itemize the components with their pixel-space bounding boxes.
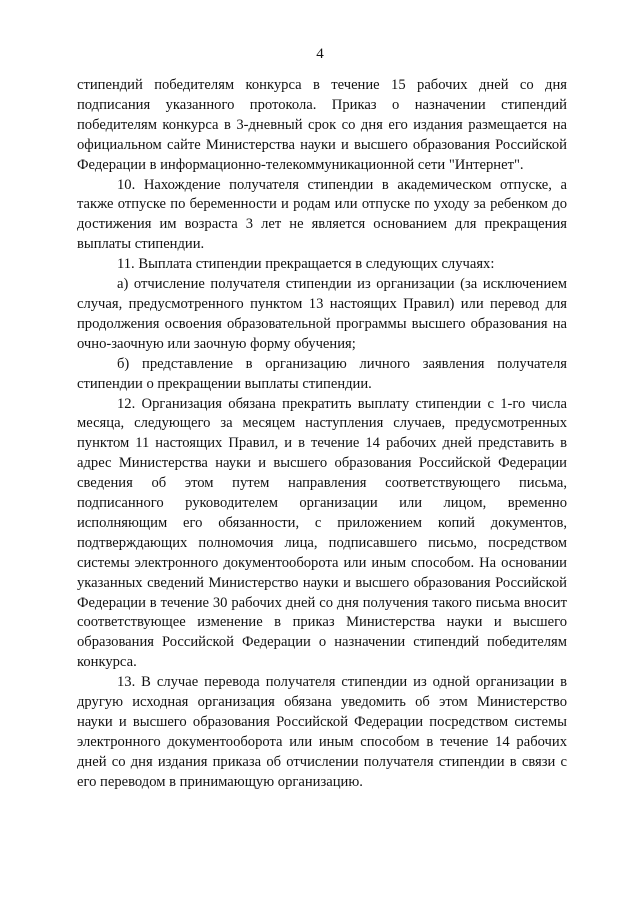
page-number: 4 bbox=[316, 46, 324, 62]
paragraph-item-10: 10. Нахождение получателя стипендии в академическом отпуске, а также отпуске по беременности и родам или отпуске по уходу за ребенком до достижения им возраста 3 лет не является основанием для прекращения выплаты стипендии. bbox=[77, 176, 567, 253]
paragraph-item-13: 13. В случае перевода получателя стипендии из одной организации в другую исходная организация обязана уведомить об этом Министерство науки и высшего образования Российской Федерации посредством системы электронного документооборота или иным способом в течение 14 рабочих дней со дня издания приказа об отчислении получателя стипендии в связи с его переводом в принимающую организацию. bbox=[77, 674, 567, 790]
paragraph-item-12: 12. Организация обязана прекратить выплату стипендии с 1-го числа месяца, следующего за месяцем наступления случаев, предусмотренных пунктом 11 настоящих Правил, и в течение 14 рабочих дней представить в адрес Министерства науки и высшего образования Российской Федерации сведения об этом путем направления соответствующего письма, подписанного руководителем организации или лицом, временно исполняющим его обязанности, с приложением копий документов, подтверждающих полномочия лица, подписавшего письмо, посредством системы электронного документооборота или иным способом. На основании указанных сведений Министерство науки и высшего образования Российской Федерации в течение 30 рабочих дней со дня получения такого письма вносит соответствующее изменение в приказ Министерства науки и высшего образования Российской Федерации о назначении стипендий победителям конкурса. bbox=[77, 395, 567, 671]
paragraph-item-11-a: а) отчисление получателя стипендии из организации (за исключением случая, предусмотренного пунктом 13 настоящих Правил) или перевод для продолжения освоения образовательной программы высшего образования на очно-заочную или заочную форму обучения; bbox=[77, 276, 567, 352]
paragraph-item-11: 11. Выплата стипендии прекращается в следующих случаях: bbox=[117, 256, 495, 273]
paragraph-continuation: стипендий победителям конкурса в течение 15 рабочих дней со дня подписания указанного протокола. Приказ о назначении стипендий победителям конкурса в 3-дневный срок со дня его издания размещается на официальном сайте Министерства науки и высшего образования Российской Федерации в информационно-телекоммуникационной сети "Интернет". bbox=[77, 77, 567, 173]
paragraph-item-11-b: б) представление в организацию личного заявления получателя стипендии о прекращении выплаты стипендии. bbox=[77, 355, 567, 392]
document-body bbox=[77, 76, 567, 793]
